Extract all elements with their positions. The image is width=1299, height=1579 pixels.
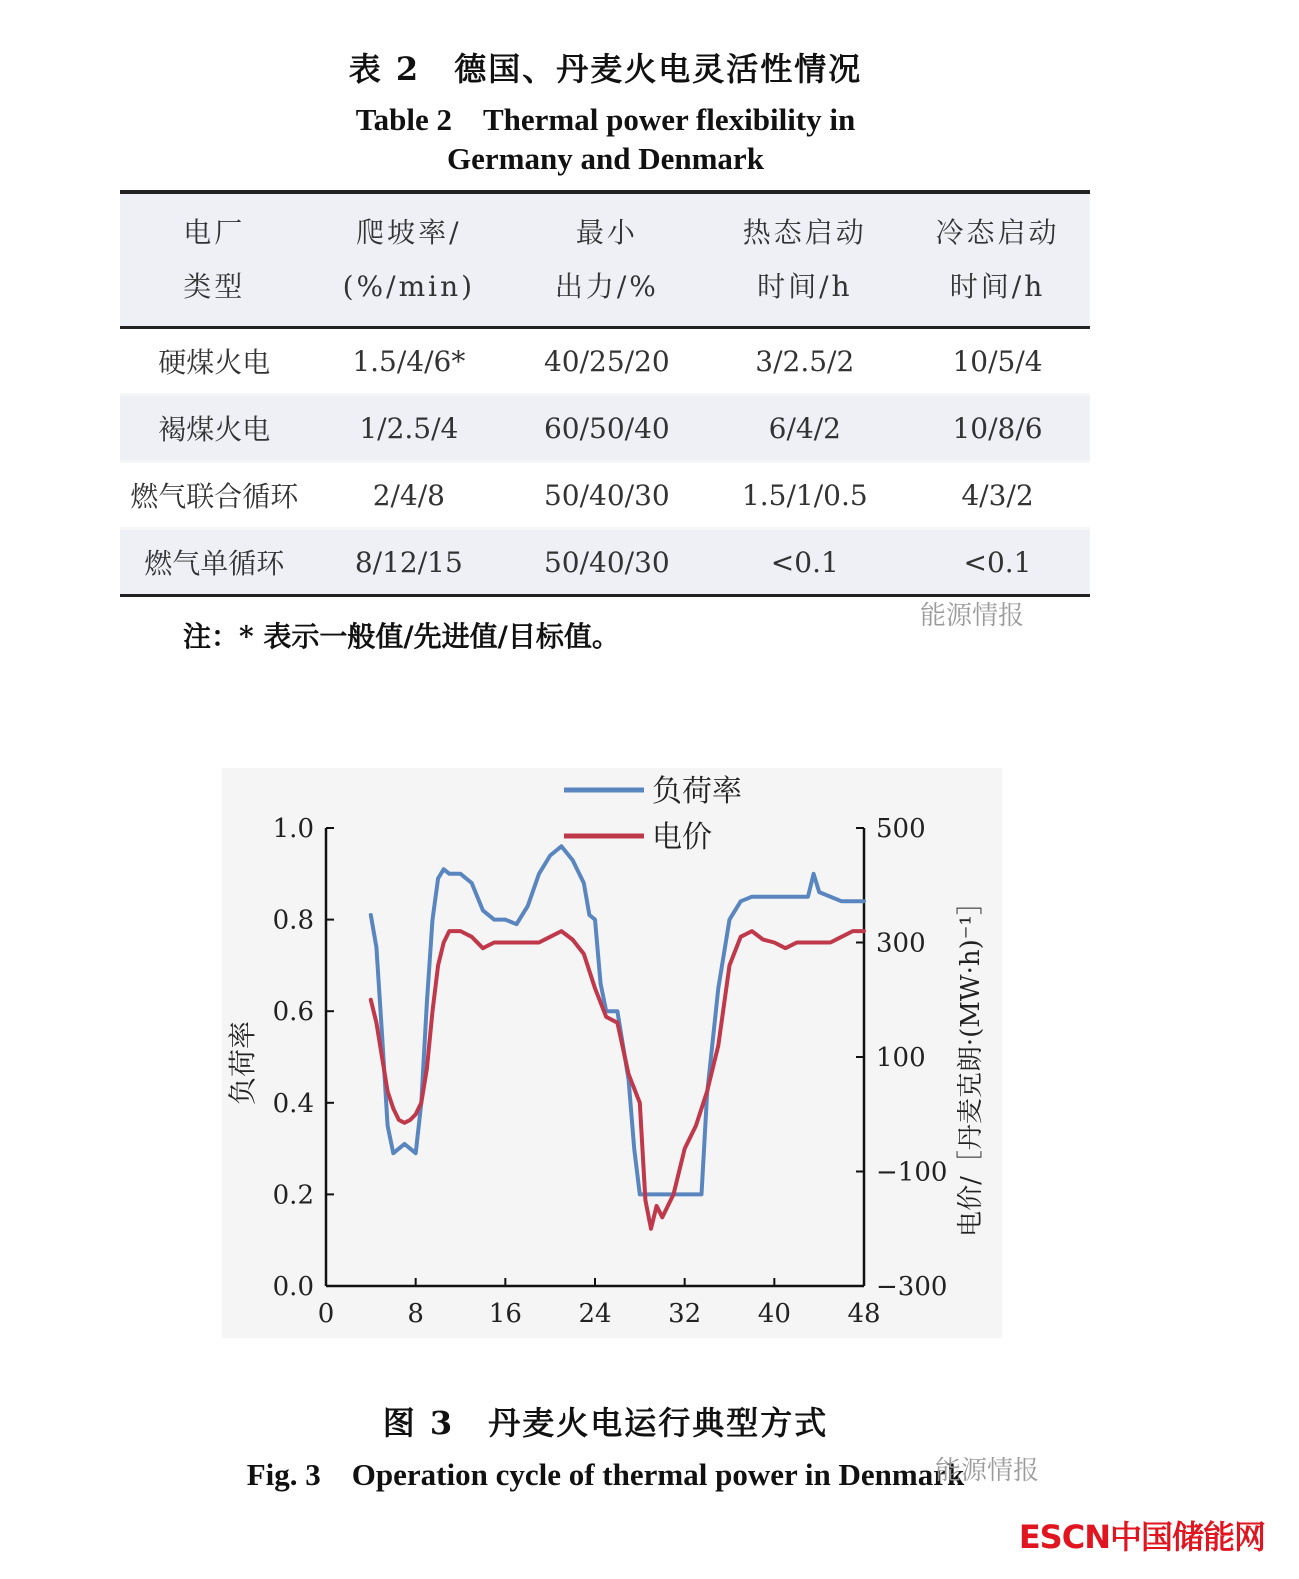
legend-label: 电价 xyxy=(652,820,712,855)
cell-ramp-rate: 2/4/8 xyxy=(309,462,510,529)
y-left-tick-label: 0.2 xyxy=(272,1180,314,1211)
y-right-tick-label: −100 xyxy=(876,1157,948,1188)
cell-hot-start: 1.5/1/0.5 xyxy=(705,462,905,529)
table-row xyxy=(120,529,1090,596)
table-row xyxy=(120,462,1090,529)
y-right-tick-label: 100 xyxy=(876,1043,926,1073)
y-left-tick-label: 0.8 xyxy=(272,905,314,936)
cell-hot-start: 6/4/2 xyxy=(705,395,905,462)
cell-cold-start: 10/8/6 xyxy=(905,395,1090,462)
legend-label: 负荷率 xyxy=(652,774,742,809)
y-axis-label-right: 电价/［丹麦克朗·(MW·h)⁻¹］ xyxy=(956,889,986,1237)
cell-min-output: 60/50/40 xyxy=(509,395,705,462)
y-left-tick-label: 0.4 xyxy=(272,1088,314,1119)
escn-logo: ESCN中国储能网 xyxy=(1018,1518,1265,1556)
y-axis-label-left: 负荷率 xyxy=(226,1020,259,1106)
y-left-tick-label: 1.0 xyxy=(272,814,314,844)
cell-min-output: 40/25/20 xyxy=(543,344,670,378)
header-hot-start: 热态启动 时间/h xyxy=(742,216,867,303)
cell-plant-type: 硬煤火电 xyxy=(158,346,271,379)
cell-hot-start: <0.1 xyxy=(705,529,905,596)
y-right-tick-label: −300 xyxy=(876,1272,948,1302)
x-tick-label: 48 xyxy=(847,1299,881,1329)
header-plant-type: 电厂 类型 xyxy=(183,216,246,303)
table-header-row xyxy=(120,192,1090,328)
cell-hot-start: 3/2.5/2 xyxy=(755,344,855,378)
table-row xyxy=(120,395,1090,462)
y-left-tick-label: 0.0 xyxy=(272,1272,314,1302)
table-caption-en-line2: Germany and Denmark xyxy=(447,141,764,176)
header-cold-start: 冷态启动 时间/h xyxy=(935,216,1060,303)
y-left-tick-label: 0.6 xyxy=(272,997,314,1028)
operation-cycle-chart xyxy=(222,768,1002,1338)
chart-svg xyxy=(222,768,1002,1338)
table-row xyxy=(120,328,1090,395)
x-tick-label: 32 xyxy=(668,1299,702,1329)
table-note: 注：* 表示一般值/先进值/目标值。 xyxy=(183,620,620,653)
cell-cold-start: <0.1 xyxy=(905,529,1090,596)
cell-min-output: 50/40/30 xyxy=(509,529,705,596)
cell-cold-start: 10/5/4 xyxy=(952,344,1043,378)
x-tick-label: 0 xyxy=(317,1299,335,1329)
header-min-output: 最小 出力/% xyxy=(554,216,659,303)
cell-ramp-rate: 1.5/4/6* xyxy=(352,344,466,378)
watermark: 能源情报 xyxy=(935,1456,1040,1486)
cell-cold-start: 4/3/2 xyxy=(905,462,1090,529)
figure-caption-cn: 图 3 丹麦火电运行典型方式 xyxy=(382,1404,829,1442)
x-tick-label: 16 xyxy=(488,1299,522,1329)
y-right-tick-label: 500 xyxy=(876,814,926,844)
table-caption-cn: 表 2 德国、丹麦火电灵活性情况 xyxy=(348,50,863,88)
cell-plant-type: 褐煤火电 xyxy=(120,395,309,462)
cell-min-output: 50/40/30 xyxy=(509,462,705,529)
y-right-tick-label: 300 xyxy=(876,928,926,959)
cell-plant-type: 燃气联合循环 xyxy=(120,462,309,529)
cell-ramp-rate: 1/2.5/4 xyxy=(309,395,510,462)
watermark: 能源情报 xyxy=(920,601,1025,631)
figure-caption-en: Fig. 3 Operation cycle of thermal power in Denmark xyxy=(246,1457,965,1492)
x-tick-label: 8 xyxy=(407,1299,424,1329)
x-tick-label: 24 xyxy=(578,1299,612,1329)
cell-ramp-rate: 8/12/15 xyxy=(309,529,510,596)
cell-plant-type: 燃气单循环 xyxy=(120,529,309,596)
table-caption-en-line1: Table 2 Thermal power flexibility in xyxy=(355,102,856,137)
header-ramp-rate: 爬坡率/ (%/min) xyxy=(342,216,476,303)
flexibility-table xyxy=(120,190,1090,597)
x-tick-label: 40 xyxy=(757,1299,791,1329)
